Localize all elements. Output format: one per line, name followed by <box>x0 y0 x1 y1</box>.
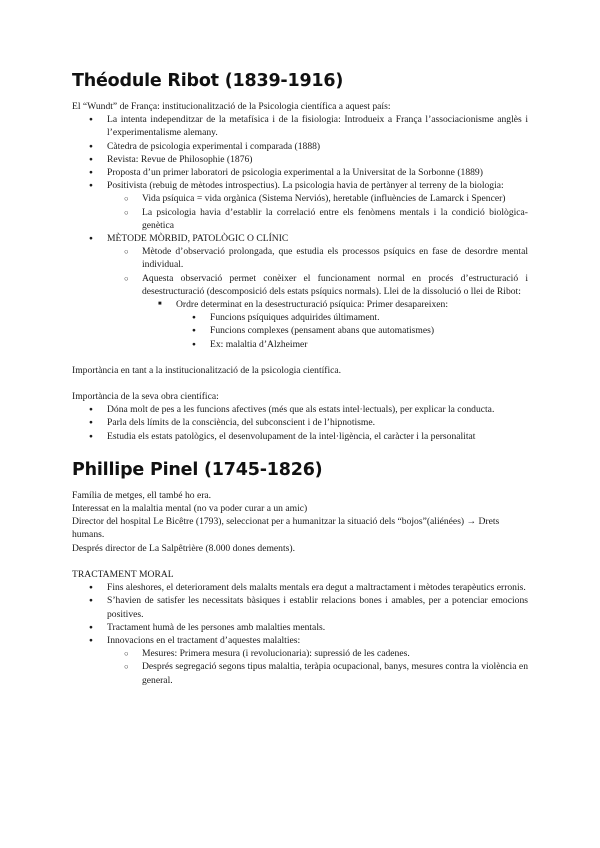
list-item: ● Funcions complexes (pensament abans que automatismes) <box>176 324 528 337</box>
pinel-line: Després director de La Salpêtrière (8.000 dones dements). <box>72 542 295 554</box>
list-item: ● Proposta d’un primer laboratori de psicologia experimental a la Universitat de la Sorbonne (1889) <box>72 166 528 179</box>
ribot-list <box>72 113 528 351</box>
list-item-text: MÈTODE MÒRBID, PATOLÒGIC O CLÍNIC <box>107 233 289 245</box>
pinel-line: Director del hospital Le Bicêtre (1793), seleccionat per a humanitzar la situació dels “bojos”(aliénées) → Drets humans. <box>72 516 500 541</box>
ribot-importance-institutional: Importància en tant a la institucionalització de la psicologia científica. <box>72 364 342 376</box>
pinel-heading: TRACTAMENT MORAL <box>72 568 174 580</box>
spacer <box>72 377 528 390</box>
pinel-line: Interessat en la malaltia mental (no va poder curar a un amic) <box>72 503 308 515</box>
list-item-text: Innovacions en el tractament d’aquestes malalties: <box>107 634 301 646</box>
list-item: ● La intenta independitzar de la metafísica i de la fisiologia: Introdueix a França l’associacionisme anglès i l’experimentalisme alemany. <box>72 113 528 139</box>
pinel-line: Família de metges, ell també ho era. <box>72 489 212 501</box>
sublist <box>107 245 528 351</box>
list-item <box>107 272 528 351</box>
list-item <box>72 232 528 351</box>
page-content <box>72 70 528 687</box>
list-item-text: Positivista (rebuig de mètodes introspectius). La psicologia havia de pertànyer al terreny de la biologia: <box>107 180 504 192</box>
list-item: ○ Mesures: Primera mesura (i revolucionaria): supressió de les cadenes. <box>107 647 528 660</box>
ribot-intro: El “Wundt” de França: institucionalització de la Psicologia científica a aquest país: <box>72 101 391 112</box>
list-item: ● Parla dels límits de la consciència, del subconscient i de l’hipnotisme. <box>72 416 528 429</box>
list-item: ● Tractament humà de les persones amb malalties mentals. <box>72 621 528 634</box>
list-item <box>72 179 528 232</box>
list-item-text: Aquesta observació permet conèixer el funcionament normal en procés d’estructuració i desestructuració (descomposició dels estats psíquics normals). Llei de la dissolució o llei de Ribot: <box>142 272 528 297</box>
list-item-text: Ordre determinat en la desestructuració psíquica: Primer desapareixen: <box>176 299 448 311</box>
list-item: ○ Mètode d’observació prolongada, que estudia els processos psíquics en fase de desordre mental individual. <box>107 245 528 271</box>
list-item: ● Estudia els estats patològics, el desenvolupament de la intel·ligència, el caràcter i la personalitat <box>72 430 528 443</box>
list-item: ● Funcions psíquiques adquirides últimament. <box>176 311 528 324</box>
list-item: ○ Vida psíquica = vida orgànica (Sistema Nerviós), heretable (influències de Lamarck i Spencer) <box>107 192 528 205</box>
spacer <box>72 555 528 568</box>
list-item: ● Fins aleshores, el deteriorament dels malalts mentals era degut a maltractament i mètodes terapèutics erronis. <box>72 581 528 594</box>
sublist <box>142 298 528 351</box>
sublist <box>107 647 528 687</box>
sublist <box>176 311 528 351</box>
list-item: ○ Després segregació segons tipus malaltia, teràpia ocupacional, banys, mesures contra la violència en general. <box>107 660 528 686</box>
spacer <box>72 351 528 364</box>
sublist <box>107 192 528 232</box>
list-item: ○ La psicologia havia d’establir la correlació entre els fenòmens mentals i la condició biològica-genètica <box>107 206 528 232</box>
list-item: ● S’havien de satisfer les necessitats bàsiques i establir relacions bones i amables, per a potenciar emocions positives. <box>72 594 528 620</box>
list-item <box>142 298 528 351</box>
section-title-ribot: Théodule Ribot (1839-1916) <box>72 71 344 91</box>
ribot-work-list <box>72 403 528 443</box>
ribot-importance-work: Importància de la seva obra científica: <box>72 391 219 403</box>
list-item: ● Càtedra de psicologia experimental i comparada (1888) <box>72 140 528 153</box>
list-item: ● Ex: malaltia d’Alzheimer <box>176 338 528 351</box>
list-item <box>72 634 528 687</box>
section-title-pinel: Phillipe Pinel (1745-1826) <box>72 459 323 480</box>
pinel-list <box>72 581 528 687</box>
list-item: ● Dóna molt de pes a les funcions afectives (més que als estats intel·lectuals), per explicar la conducta. <box>72 403 528 416</box>
list-item: ● Revista: Revue de Philosophie (1876) <box>72 153 528 166</box>
